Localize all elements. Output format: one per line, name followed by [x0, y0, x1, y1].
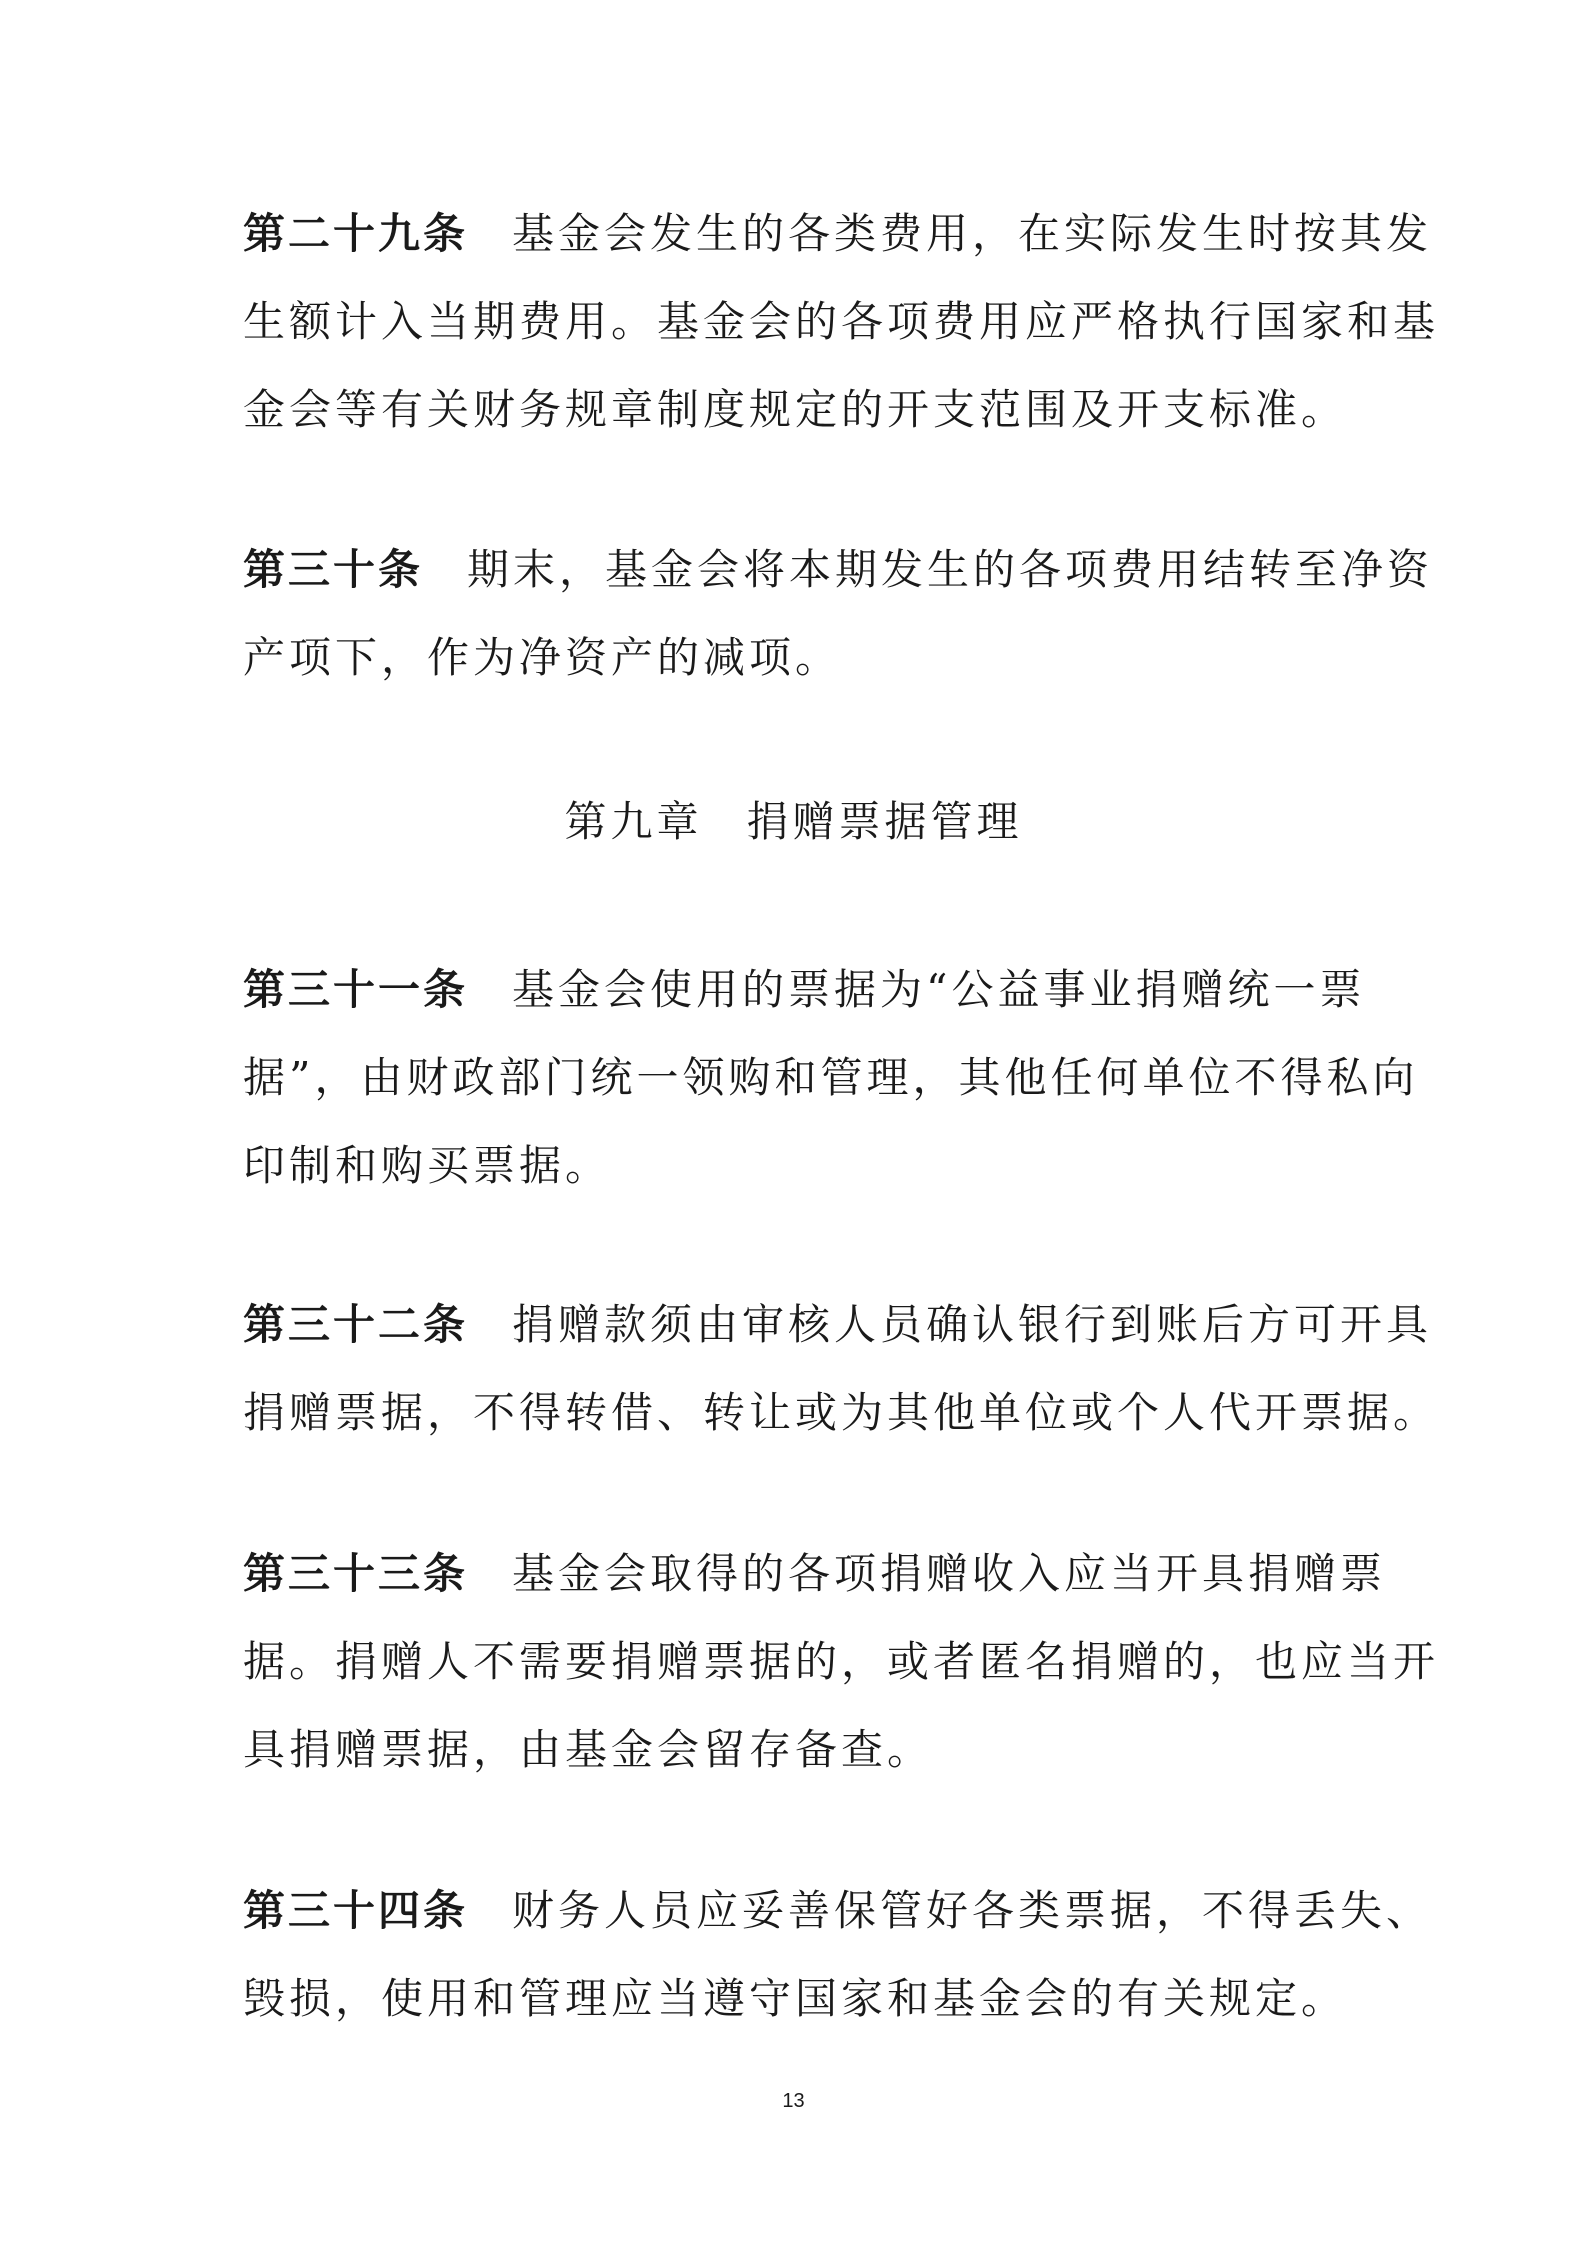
article-number: 第三十条 [243, 545, 424, 594]
article-text: 基金会取得的各项捐赠收入应当开具捐赠票据。捐赠人不需要捐赠票据的，或者匿名捐赠的，也应当开具捐赠票据，由基金会留存备查。 [243, 1549, 1440, 1774]
article-number: 第二十九条 [243, 209, 469, 258]
chapter-title-text: 捐赠票据管理 [746, 797, 1023, 846]
article-text: 期末，基金会将本期发生的各项费用结转至净资产项下，作为净资产的减项。 [243, 545, 1434, 682]
article-text: 基金会使用的票据为“公益事业捐赠统一票据”，由财政部门统一领购和管理，其他任何单位不得私向印制和购买票据。 [243, 965, 1419, 1190]
article-number: 第三十三条 [243, 1549, 469, 1598]
chapter-heading [0, 778, 1587, 866]
article-30 [243, 526, 1443, 702]
chapter-number: 第九章 [564, 797, 703, 846]
article-number: 第三十一条 [243, 965, 469, 1014]
article-32 [243, 1281, 1443, 1457]
article-number: 第三十二条 [243, 1300, 469, 1349]
page-number: 13 [782, 2090, 805, 2112]
article-33 [243, 1530, 1443, 1794]
article-text: 财务人员应妥善保管好各类票据，不得丢失、毁损，使用和管理应当遵守国家和基金会的有关规定。 [243, 1886, 1433, 2023]
article-text: 基金会发生的各类费用，在实际发生时按其发生额计入当期费用。基金会的各项费用应严格执行国家和基金会等有关财务规章制度规定的开支范围及开支标准。 [243, 209, 1440, 434]
article-text: 捐赠款须由审核人员确认银行到账后方可开具捐赠票据，不得转借、转让或为其他单位或个人代开票据。 [243, 1300, 1440, 1437]
article-29 [243, 190, 1443, 454]
article-number: 第三十四条 [243, 1886, 469, 1935]
article-34 [243, 1867, 1443, 2043]
article-31 [243, 946, 1443, 1210]
